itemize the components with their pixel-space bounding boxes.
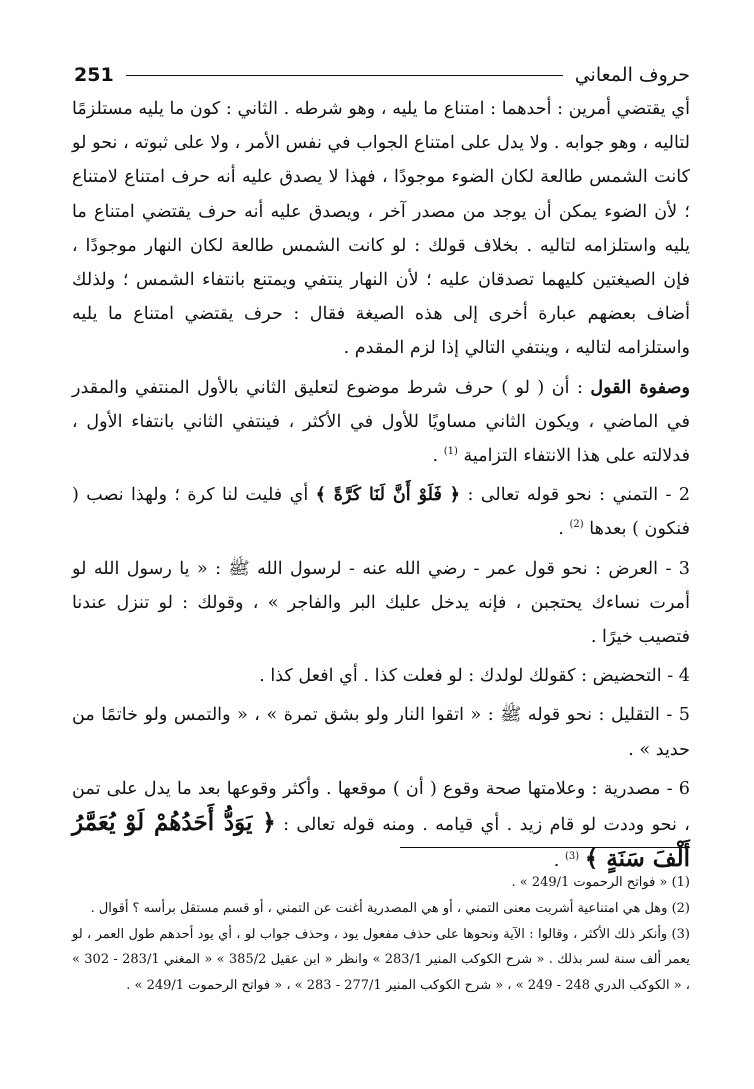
item-text: 6 - مصدرية : وعلامتها صحة وقوع ( أن ) موقعها . وأكثر وقوعها بعد ما يدل على تمن ، نحو وددت لو قام زيد . أي قيامه . ومنه قوله تعالى : (72, 778, 690, 836)
footnote: (3) وأنكر ذلك الأكثر ، وقالوا : الآية ونحوها على حذف مفعول يود ، وحذف جواب لو ، أي يود أحدهم طول العمر ، لو يعمر ألف سنة لسر بذلك . « شرح الكوكب المنير 283/1 » وانظر « ابن عقيل 385/2 » « المغني 283/1 - 302 » ، « الكوكب الدري 248 - 249 » ، « شرح الكوكب المنير 277/1 - 283 » ، « فواتح الرحموت 249/1 » . (72, 926, 690, 994)
chapter-title: حروف المعاني (574, 64, 690, 86)
paragraph-ard: 3 - العرض : نحو قول عمر - رضي الله عنه - لرسول الله ﷺ : « يا رسول الله لو أمرت نساءك يحتجبن ، فإنه يدخل عليك البر والفاجر » ، وقولك : لو تنزل عندنا فتصيب خيرًا . (72, 558, 690, 648)
item-text: أي فليت لنا كرة ؛ ولهذا نصب ( فنكون ) بعدها (72, 485, 690, 540)
footnote-ref: (1) (443, 446, 458, 458)
main-text (72, 92, 690, 878)
paragraph-tamanni (72, 478, 690, 546)
paragraph-summary (72, 371, 690, 474)
quran-verse: ﴿ فَلَوْ أَنَّ لَنَا كَرَّةً ﴾ (315, 484, 461, 506)
paragraph-tahdid: 4 - التحضيض : كقولك لولدك : لو فعلت كذا . أي افعل كذا . (259, 666, 690, 687)
summary-heading: وصفوة القول (590, 376, 690, 398)
period: . (432, 446, 439, 467)
header-rule (126, 75, 563, 76)
running-header (74, 58, 690, 92)
footnote: (2) وهل هي امتناعية أشربت معنى التمني ، أو هي المصدرية أغنت عن التمني ، أو قسم مستقل برأسه ؟ أقوال . (90, 900, 690, 916)
footnote-ref: (2) (569, 519, 584, 531)
page-number: 251 (74, 64, 114, 86)
quran-verse: ﴿ يَوَدُّ أَحَدُهُمْ لَوْ يُعَمَّرُ أَلْفَ سَنَةٍ ﴾ (72, 809, 690, 873)
item-text: 2 - التمني : نحو قوله تعالى : (467, 485, 691, 506)
period: . (558, 519, 564, 540)
paragraph: أي يقتضي أمرين : أحدهما : امتناع ما يليه ، وهو شرطه . الثاني : كون ما يليه مستلزمًا لتاليه ، وهو جوابه . ولا يدل على امتناع الجواب في نفس الأمر ، ولا على ثبوته ، نحو لو كانت الشمس طالعة لكان الضوء موجودًا ، فهذا لا يصدق عليه أنه حرف امتناع لامتناع ؛ لأن الضوء يمكن أن يوجد من مصدر آخر ، ويصدق عليه أنه حرف يقتضي امتناع ما يليه واستلزامه لتاليه . بخلاف قولك : لو كانت الشمس طالعة لكان النهار موجودًا ، فإن الصيغتين كليهما تصدقان عليه ؛ لأن النهار ينتفي ويمتنع بانتفاء الشمس ؛ ولذلك أضاف بعضهم عبارة أخرى إلى هذه الصيغة فقال : حرف يقتضي امتناع ما يليه واستلزامه لتاليه ، وينتفي التالي إذا لزم المقدم . (72, 99, 690, 359)
footnote-separator (400, 847, 690, 848)
period: . (553, 851, 560, 872)
summary-text: : أن ( لو ) حرف شرط موضوع لتعليق الثاني بالأول المنتفي والمقدر في الماضي ، ويكون الثاني مساويًا للأول في الأكثر ، فينتفي الثاني بانتفاء الأول ، فدلالته على هذا الانتفاء التزامية (72, 377, 690, 467)
paragraph-taqlil: 5 - التقليل : نحو قوله ﷺ : « اتقوا النار ولو بشق تمرة » ، « والتمس ولو خاتمًا من حديد » . (72, 705, 690, 760)
footnotes (72, 870, 690, 999)
footnote-ref: (3) (564, 851, 580, 863)
paragraph-masdariyya (72, 772, 690, 879)
footnote: (1) « فواتح الرحموت 249/1 » . (511, 875, 690, 890)
